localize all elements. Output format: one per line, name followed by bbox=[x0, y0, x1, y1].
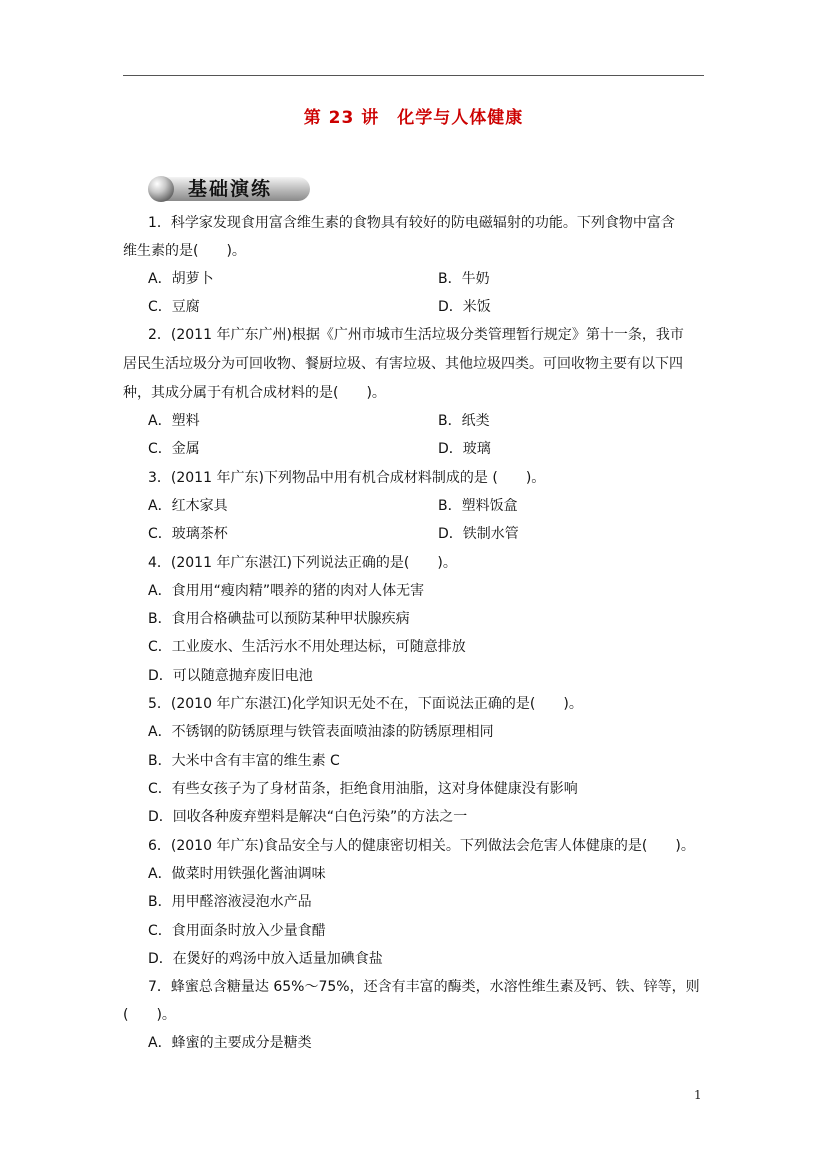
q3-option-a: A．红木家具 bbox=[148, 498, 228, 514]
q3-option-c: C．玻璃茶杯 bbox=[148, 526, 228, 542]
header-rule bbox=[123, 75, 704, 76]
page-title: 第 23 讲 化学与人体健康 bbox=[303, 108, 524, 128]
q1-option-d: D．米饭 bbox=[438, 299, 491, 315]
q4-stem-line-1: 4．(2011 年广东湛江)下列说法正确的是( )。 bbox=[148, 555, 457, 571]
q1-option-b: B．牛奶 bbox=[438, 271, 490, 287]
q5-option-b: B．大米中含有丰富的维生素 C bbox=[148, 753, 340, 769]
q7-option-a: A．蜂蜜的主要成分是糖类 bbox=[148, 1035, 312, 1051]
q2-option-a: A．塑料 bbox=[148, 413, 200, 429]
q3-option-b: B．塑料饭盒 bbox=[438, 498, 518, 514]
q1-option-c: C．豆腐 bbox=[148, 299, 200, 315]
q5-stem-line-1: 5．(2010 年广东湛江)化学知识无处不在，下面说法正确的是( )。 bbox=[148, 696, 583, 712]
q7-stem-line-2: ( )。 bbox=[123, 1007, 176, 1023]
q6-option-b: B．用甲醛溶液浸泡水产品 bbox=[148, 894, 312, 910]
q7-stem-line-1: 7．蜂蜜总含糖量达 65%～75%，还含有丰富的酶类，水溶性维生素及钙、铁、锌等，则 bbox=[148, 979, 700, 995]
q5-option-c: C．有些女孩子为了身材苗条，拒绝食用油脂，这对身体健康没有影响 bbox=[148, 781, 578, 797]
q2-option-c: C．金属 bbox=[148, 441, 200, 457]
q6-stem-line-1: 6．(2010 年广东)食品安全与人的健康密切相关。下列做法会危害人体健康的是( )。 bbox=[148, 838, 695, 854]
q6-option-c: C．食用面条时放入少量食醋 bbox=[148, 923, 326, 939]
section-bullet-icon bbox=[148, 176, 174, 202]
q1-stem-line-1: 1．科学家发现食用富含维生素的食物具有较好的防电磁辐射的功能。下列食物中富含 bbox=[148, 215, 675, 231]
q2-option-b: B．纸类 bbox=[438, 413, 490, 429]
q5-option-d: D．回收各种废弃塑料是解决“白色污染”的方法之一 bbox=[148, 809, 468, 825]
q5-option-a: A．不锈钢的防锈原理与铁管表面喷油漆的防锈原理相同 bbox=[148, 724, 494, 740]
q4-option-c: C．工业废水、生活污水不用处理达标，可随意排放 bbox=[148, 639, 466, 655]
q4-option-b: B．食用合格碘盐可以预防某种甲状腺疾病 bbox=[148, 611, 410, 627]
q1-stem-line-2: 维生素的是( )。 bbox=[123, 243, 246, 259]
section-title: 基础演练 bbox=[188, 178, 273, 200]
q2-stem-line-1: 2．(2011 年广东广州)根据《广州市城市生活垃圾分类管理暂行规定》第十一条，我市 bbox=[148, 327, 684, 343]
q3-option-d: D．铁制水管 bbox=[438, 526, 519, 542]
section-header bbox=[148, 174, 318, 204]
page-number: 1 bbox=[694, 1088, 702, 1102]
q2-option-d: D．玻璃 bbox=[438, 441, 491, 457]
q2-stem-line-2: 居民生活垃圾分为可回收物、餐厨垃圾、有害垃圾、其他垃圾四类。可回收物主要有以下四 bbox=[123, 356, 683, 372]
q6-option-a: A．做菜时用铁强化酱油调味 bbox=[148, 866, 326, 882]
q3-stem-line-1: 3．(2011 年广东)下列物品中用有机合成材料制成的是 ( )。 bbox=[148, 470, 546, 486]
q1-option-a: A．胡萝卜 bbox=[148, 271, 214, 287]
q4-option-a: A．食用用“瘦肉精”喂养的猪的肉对人体无害 bbox=[148, 583, 425, 599]
q2-stem-line-3: 种，其成分属于有机合成材料的是( )。 bbox=[123, 385, 386, 401]
q6-option-d: D．在煲好的鸡汤中放入适量加碘食盐 bbox=[148, 951, 383, 967]
q4-option-d: D．可以随意抛弃废旧电池 bbox=[148, 668, 313, 684]
